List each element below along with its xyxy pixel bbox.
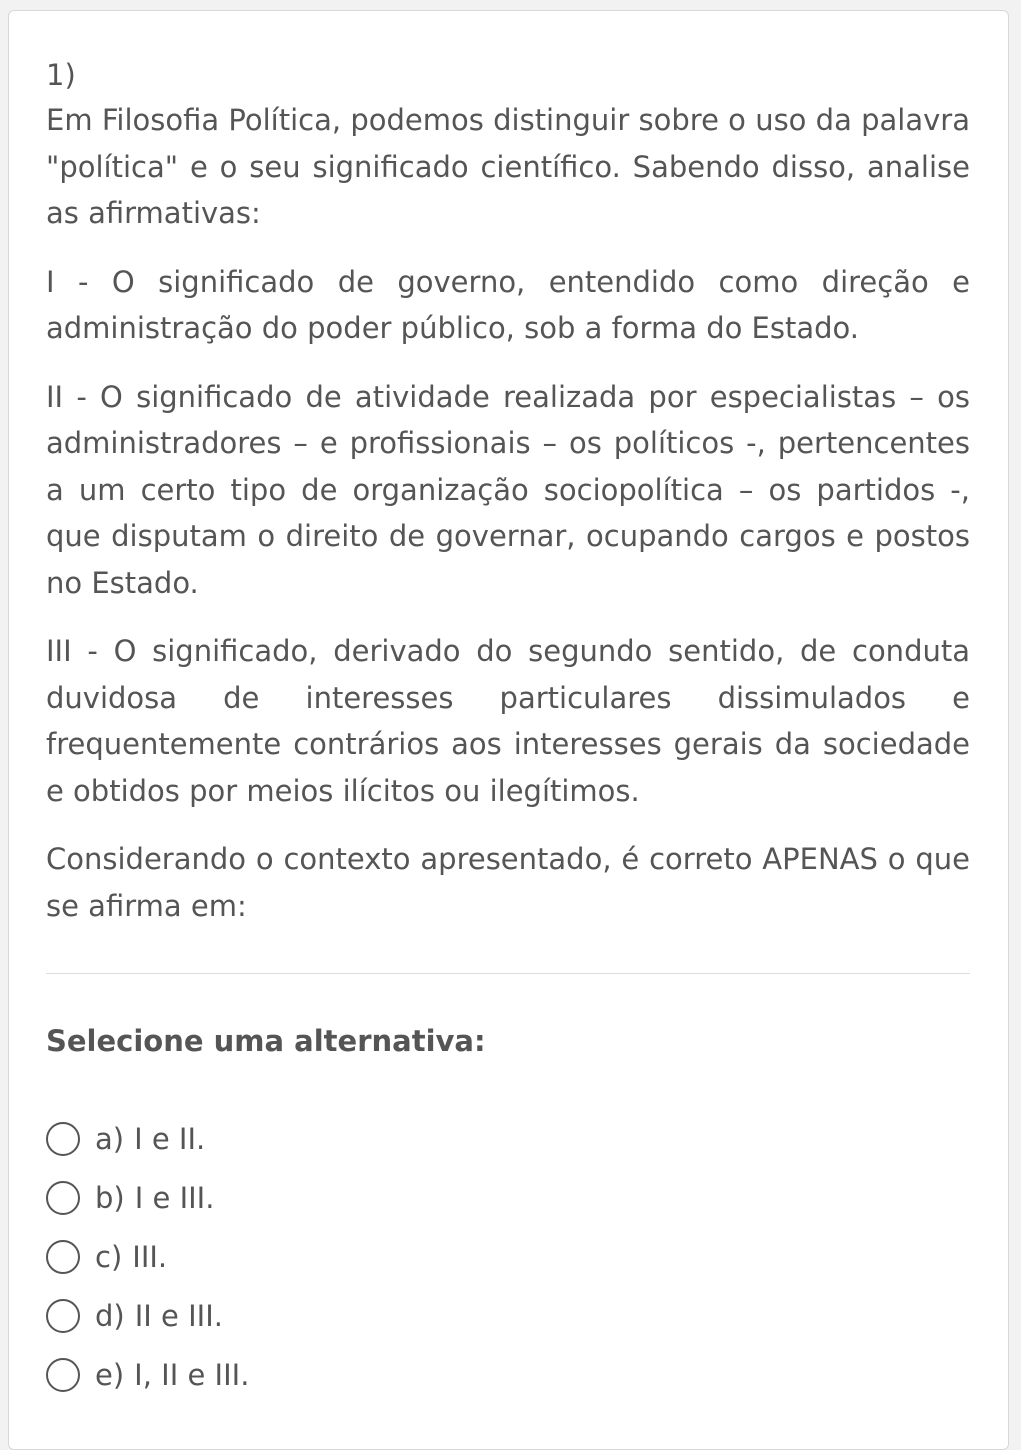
radio-button-icon[interactable] — [46, 1181, 80, 1215]
statement-ii: II - O significado de atividade realizada por especialistas – os administradores – e profissionais – os políticos -, pertencentes a um certo tipo de organização sociopolítica – os partidos -, que disputam o direito de governar, ocupando cargos e postos no Estado. — [46, 379, 970, 600]
option-letter: e) — [95, 1357, 125, 1392]
option-label — [95, 1119, 205, 1159]
option-text: I e III. — [134, 1180, 215, 1215]
option-label — [95, 1178, 214, 1218]
option-letter: c) — [95, 1239, 123, 1274]
option-label — [95, 1296, 223, 1336]
option-e[interactable] — [46, 1345, 970, 1404]
radio-button-icon[interactable] — [46, 1358, 80, 1392]
option-a[interactable] — [46, 1109, 970, 1168]
option-text: III. — [132, 1239, 168, 1274]
option-b[interactable] — [46, 1168, 970, 1227]
option-letter: b) — [95, 1180, 125, 1215]
question-card — [8, 10, 1009, 1450]
statement-iii: III - O significado, derivado do segundo sentido, de conduta duvidosa de interesses particulares dissimulados e frequentemente contrários aos interesses gerais da sociedade e obtidos por meios ilícitos ou ilegítimos. — [46, 634, 970, 808]
option-label — [95, 1355, 249, 1395]
radio-button-icon[interactable] — [46, 1240, 80, 1274]
question-number: 1) — [46, 58, 76, 92]
option-text: I e II. — [134, 1121, 206, 1156]
question-body — [46, 53, 970, 951]
option-text: I, II e III. — [134, 1357, 250, 1392]
question-prompt: Considerando o contexto apresentado, é correto APENAS o que se afirma em: — [46, 842, 970, 923]
radio-button-icon[interactable] — [46, 1122, 80, 1156]
answer-options — [46, 1109, 970, 1404]
option-text: II e III. — [134, 1298, 223, 1333]
statement-i: I - O significado de governo, entendido como direção e administração do poder público, sob a forma do Estado. — [46, 264, 970, 345]
radio-button-icon[interactable] — [46, 1299, 80, 1333]
select-alternative-label: Selecione uma alternativa: — [46, 1024, 486, 1058]
option-label — [95, 1237, 167, 1277]
option-d[interactable] — [46, 1286, 970, 1345]
option-letter: d) — [95, 1298, 125, 1333]
option-c[interactable] — [46, 1227, 970, 1286]
question-statement: Em Filosofia Política, podemos distinguir sobre o uso da palavra "política" e o seu significado científico. Sabendo disso, analise as afirmativas: — [46, 103, 970, 230]
divider — [46, 973, 970, 974]
option-letter: a) — [95, 1121, 125, 1156]
